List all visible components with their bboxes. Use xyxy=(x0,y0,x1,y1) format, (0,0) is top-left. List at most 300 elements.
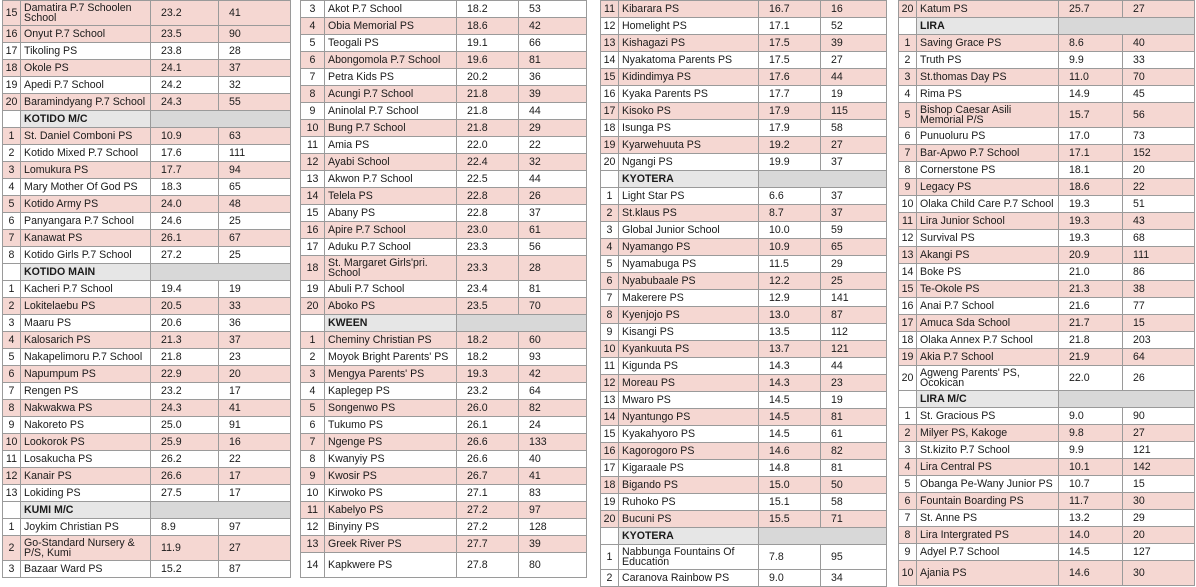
school-name-cell: Aboko PS xyxy=(325,298,457,315)
school-name-cell: Kyenjojo PS xyxy=(619,307,759,324)
school-name-cell: Olaka Child Care P.7 School xyxy=(917,196,1059,213)
score-cell: 10.9 xyxy=(151,128,219,145)
score-cell: 23.5 xyxy=(457,298,519,315)
school-name-cell: Bar-Apwo P.7 School xyxy=(917,145,1059,162)
school-row xyxy=(301,332,587,349)
score-cell: 21.8 xyxy=(1059,332,1123,349)
score-cell: 14.6 xyxy=(1059,561,1123,586)
rank-cell: 8 xyxy=(301,86,325,103)
school-row xyxy=(601,52,887,69)
school-row xyxy=(3,417,291,434)
rank-cell: 14 xyxy=(301,188,325,205)
rank-cell: 15 xyxy=(3,1,21,26)
school-name-cell: Apire P.7 School xyxy=(325,222,457,239)
count-cell: 121 xyxy=(821,341,887,358)
rank-cell: 4 xyxy=(899,86,917,103)
school-row xyxy=(899,442,1195,459)
rank-cell: 1 xyxy=(301,332,325,349)
count-cell: 20 xyxy=(1123,162,1195,179)
score-cell: 22.8 xyxy=(457,205,519,222)
rank-cell: 16 xyxy=(899,298,917,315)
district-header-row xyxy=(3,502,291,519)
school-row xyxy=(3,383,291,400)
school-name-cell: Ruhoko PS xyxy=(619,494,759,511)
score-cell: 26.6 xyxy=(151,468,219,485)
school-row xyxy=(301,103,587,120)
rank-cell: 6 xyxy=(601,273,619,290)
school-row xyxy=(899,281,1195,298)
header-spacer-cell xyxy=(3,502,21,519)
count-cell: 60 xyxy=(519,332,587,349)
school-name-cell: Kwanyiy PS xyxy=(325,451,457,468)
school-row xyxy=(601,188,887,205)
score-cell: 15.7 xyxy=(1059,103,1123,128)
score-cell: 14.5 xyxy=(759,409,821,426)
count-cell: 44 xyxy=(519,103,587,120)
school-name-cell: Global Junior School xyxy=(619,222,759,239)
rank-cell: 7 xyxy=(3,230,21,247)
score-cell: 23.0 xyxy=(457,222,519,239)
school-row xyxy=(3,434,291,451)
score-cell: 19.1 xyxy=(457,35,519,52)
score-cell: 18.2 xyxy=(457,349,519,366)
score-cell: 9.0 xyxy=(1059,408,1123,425)
count-cell: 86 xyxy=(1123,264,1195,281)
school-row xyxy=(3,162,291,179)
count-cell: 30 xyxy=(1123,493,1195,510)
count-cell: 34 xyxy=(821,570,887,587)
score-cell: 9.9 xyxy=(1059,52,1123,69)
count-cell: 111 xyxy=(1123,247,1195,264)
school-row xyxy=(601,137,887,154)
count-cell: 37 xyxy=(821,188,887,205)
school-name-cell: Kacheri P.7 School xyxy=(21,281,151,298)
school-row xyxy=(301,35,587,52)
rank-cell: 18 xyxy=(3,60,21,77)
count-cell: 55 xyxy=(219,94,291,111)
school-name-cell: Nyamango PS xyxy=(619,239,759,256)
school-name-cell: Kigunda PS xyxy=(619,358,759,375)
count-cell: 152 xyxy=(1123,145,1195,162)
score-cell: 22.9 xyxy=(151,366,219,383)
count-cell: 22 xyxy=(219,451,291,468)
school-row xyxy=(3,281,291,298)
score-cell: 14.8 xyxy=(759,460,821,477)
count-cell: 43 xyxy=(1123,213,1195,230)
school-row xyxy=(301,154,587,171)
score-cell: 17.9 xyxy=(759,120,821,137)
count-cell: 15 xyxy=(1123,476,1195,493)
score-cell: 20.9 xyxy=(1059,247,1123,264)
score-cell: 21.8 xyxy=(457,120,519,137)
school-row xyxy=(899,179,1195,196)
count-cell: 32 xyxy=(219,77,291,94)
rank-cell: 12 xyxy=(601,375,619,392)
school-row xyxy=(3,196,291,213)
school-name-cell: Kabelyo PS xyxy=(325,502,457,519)
district-header-row xyxy=(3,264,291,281)
count-cell: 45 xyxy=(1123,86,1195,103)
score-cell: 20.2 xyxy=(457,69,519,86)
school-row xyxy=(301,18,587,35)
rank-cell: 3 xyxy=(3,561,21,578)
school-row xyxy=(301,434,587,451)
school-row xyxy=(899,315,1195,332)
score-cell: 26.6 xyxy=(457,451,519,468)
score-cell: 13.5 xyxy=(759,324,821,341)
school-row xyxy=(3,485,291,502)
score-cell: 19.3 xyxy=(457,366,519,383)
score-cell: 13.7 xyxy=(759,341,821,358)
header-fill-cell xyxy=(151,111,291,128)
school-name-cell: Ngangi PS xyxy=(619,154,759,171)
school-row xyxy=(3,230,291,247)
count-cell: 59 xyxy=(821,222,887,239)
school-row xyxy=(899,408,1195,425)
school-name-cell: St. Daniel Comboni PS xyxy=(21,128,151,145)
score-cell: 20.5 xyxy=(151,298,219,315)
score-cell: 14.3 xyxy=(759,358,821,375)
count-cell: 93 xyxy=(519,349,587,366)
count-cell: 37 xyxy=(519,205,587,222)
count-cell: 28 xyxy=(219,43,291,60)
school-name-cell: St. Gracious PS xyxy=(917,408,1059,425)
school-row xyxy=(899,476,1195,493)
school-name-cell: Lookorok PS xyxy=(21,434,151,451)
school-row xyxy=(3,43,291,60)
school-name-cell: Mwaro PS xyxy=(619,392,759,409)
rank-cell: 4 xyxy=(3,179,21,196)
rank-cell: 17 xyxy=(899,315,917,332)
count-cell: 53 xyxy=(519,1,587,18)
count-cell: 67 xyxy=(219,230,291,247)
score-cell: 11.7 xyxy=(1059,493,1123,510)
school-name-cell: Moreau PS xyxy=(619,375,759,392)
count-cell: 80 xyxy=(519,553,587,578)
school-name-cell: St.klaus PS xyxy=(619,205,759,222)
school-row xyxy=(899,128,1195,145)
score-cell: 26.7 xyxy=(457,468,519,485)
school-name-cell: Kotido Army PS xyxy=(21,196,151,213)
school-name-cell: Nyakatoma Parents PS xyxy=(619,52,759,69)
rank-cell: 1 xyxy=(3,519,21,536)
score-cell: 23.5 xyxy=(151,26,219,43)
rank-cell: 3 xyxy=(301,366,325,383)
school-row xyxy=(601,307,887,324)
school-name-cell: Telela PS xyxy=(325,188,457,205)
count-cell: 41 xyxy=(219,1,291,26)
count-cell: 82 xyxy=(519,400,587,417)
rank-cell: 1 xyxy=(601,188,619,205)
count-cell: 52 xyxy=(821,18,887,35)
school-name-cell: Damatira P.7 Schoolen School xyxy=(21,1,151,26)
school-name-cell: Kisoko PS xyxy=(619,103,759,120)
rank-cell: 19 xyxy=(3,77,21,94)
school-name-cell: Kidindimya PS xyxy=(619,69,759,86)
rank-cell: 9 xyxy=(301,103,325,120)
school-row xyxy=(301,86,587,103)
school-row xyxy=(301,120,587,137)
count-cell: 65 xyxy=(219,179,291,196)
school-name-cell: Napumpum PS xyxy=(21,366,151,383)
score-cell: 11.5 xyxy=(759,256,821,273)
school-row xyxy=(301,171,587,188)
rank-cell: 8 xyxy=(3,400,21,417)
school-row xyxy=(3,26,291,43)
score-cell: 21.8 xyxy=(457,86,519,103)
rank-cell: 11 xyxy=(601,1,619,18)
rank-cell: 18 xyxy=(899,332,917,349)
rank-cell: 17 xyxy=(3,43,21,60)
score-cell: 14.6 xyxy=(759,443,821,460)
school-row xyxy=(301,298,587,315)
school-name-cell: Akot P.7 School xyxy=(325,1,457,18)
school-row xyxy=(899,35,1195,52)
count-cell: 30 xyxy=(1123,561,1195,586)
school-name-cell: Nyamabuga PS xyxy=(619,256,759,273)
school-row xyxy=(899,86,1195,103)
count-cell: 17 xyxy=(219,468,291,485)
school-row xyxy=(3,77,291,94)
rank-cell: 17 xyxy=(301,239,325,256)
school-name-cell: Songenwo PS xyxy=(325,400,457,417)
rank-cell: 4 xyxy=(301,383,325,400)
school-row xyxy=(301,281,587,298)
school-row xyxy=(301,205,587,222)
district-name: KYOTERA xyxy=(619,528,759,545)
rank-cell: 7 xyxy=(899,145,917,162)
school-name-cell: Milyer PS, Kakoge xyxy=(917,425,1059,442)
score-cell: 10.7 xyxy=(1059,476,1123,493)
school-name-cell: Nabbunga Fountains Of Education xyxy=(619,545,759,570)
school-name-cell: Kanawat PS xyxy=(21,230,151,247)
score-cell: 27.8 xyxy=(457,553,519,578)
school-row xyxy=(3,519,291,536)
school-name-cell: Abongomola P.7 School xyxy=(325,52,457,69)
school-row xyxy=(301,188,587,205)
count-cell: 44 xyxy=(821,69,887,86)
school-name-cell: Lomukura PS xyxy=(21,162,151,179)
district-name: KUMI M/C xyxy=(21,502,151,519)
rank-cell: 4 xyxy=(899,459,917,476)
score-cell: 18.2 xyxy=(457,332,519,349)
school-name-cell: Truth PS xyxy=(917,52,1059,69)
school-row xyxy=(301,256,587,281)
header-fill-cell xyxy=(1059,391,1195,408)
score-cell: 17.7 xyxy=(759,86,821,103)
school-name-cell: Ngenge PS xyxy=(325,434,457,451)
school-name-cell: Rima PS xyxy=(917,86,1059,103)
school-row xyxy=(601,35,887,52)
school-name-cell: Light Star PS xyxy=(619,188,759,205)
score-cell: 19.3 xyxy=(1059,213,1123,230)
score-cell: 27.1 xyxy=(457,485,519,502)
school-row xyxy=(899,145,1195,162)
school-name-cell: St.thomas Day PS xyxy=(917,69,1059,86)
header-spacer-cell xyxy=(3,264,21,281)
score-cell: 22.8 xyxy=(457,188,519,205)
score-cell: 26.1 xyxy=(457,417,519,434)
rank-cell: 16 xyxy=(601,443,619,460)
school-row xyxy=(601,511,887,528)
school-name-cell: Maaru PS xyxy=(21,315,151,332)
score-cell: 8.7 xyxy=(759,205,821,222)
school-name-cell: Ayabi School xyxy=(325,154,457,171)
score-cell: 22.4 xyxy=(457,154,519,171)
rank-cell: 14 xyxy=(601,409,619,426)
rank-cell: 18 xyxy=(601,477,619,494)
school-name-cell: Bigando PS xyxy=(619,477,759,494)
table-column-3 xyxy=(600,0,886,587)
school-name-cell: St. Margaret Girls'pri. School xyxy=(325,256,457,281)
rank-cell: 8 xyxy=(601,307,619,324)
score-cell: 21.0 xyxy=(1059,264,1123,281)
school-row xyxy=(301,1,587,18)
count-cell: 37 xyxy=(821,154,887,171)
score-cell: 26.0 xyxy=(457,400,519,417)
rank-cell: 1 xyxy=(601,545,619,570)
school-name-cell: Legacy PS xyxy=(917,179,1059,196)
count-cell: 95 xyxy=(821,545,887,570)
score-cell: 19.3 xyxy=(1059,196,1123,213)
school-name-cell: Aduku P.7 School xyxy=(325,239,457,256)
school-name-cell: Isunga PS xyxy=(619,120,759,137)
school-row xyxy=(301,502,587,519)
rank-cell: 13 xyxy=(301,536,325,553)
score-cell: 22.0 xyxy=(457,137,519,154)
count-cell: 27 xyxy=(219,536,291,561)
school-name-cell: Bucuni PS xyxy=(619,511,759,528)
district-header-row xyxy=(899,18,1195,35)
school-row xyxy=(899,69,1195,86)
score-cell: 20.6 xyxy=(151,315,219,332)
count-cell: 61 xyxy=(821,426,887,443)
school-row xyxy=(301,383,587,400)
rank-cell: 14 xyxy=(899,264,917,281)
school-name-cell: Petra Kids PS xyxy=(325,69,457,86)
school-name-cell: Fountain Boarding PS xyxy=(917,493,1059,510)
school-name-cell: Kirwoko PS xyxy=(325,485,457,502)
score-cell: 17.1 xyxy=(1059,145,1123,162)
school-name-cell: Losakucha PS xyxy=(21,451,151,468)
rank-cell: 9 xyxy=(899,179,917,196)
score-cell: 18.2 xyxy=(457,1,519,18)
score-cell: 27.2 xyxy=(457,502,519,519)
school-name-cell: Nakapelimoru P.7 School xyxy=(21,349,151,366)
rank-cell: 3 xyxy=(3,162,21,179)
count-cell: 73 xyxy=(1123,128,1195,145)
score-cell: 21.7 xyxy=(1059,315,1123,332)
school-name-cell: Kanair PS xyxy=(21,468,151,485)
count-cell: 26 xyxy=(519,188,587,205)
score-cell: 23.3 xyxy=(457,256,519,281)
school-name-cell: Cornerstone PS xyxy=(917,162,1059,179)
school-name-cell: Kyakahyoro PS xyxy=(619,426,759,443)
rank-cell: 6 xyxy=(3,213,21,230)
score-cell: 9.8 xyxy=(1059,425,1123,442)
score-cell: 11.0 xyxy=(1059,69,1123,86)
count-cell: 82 xyxy=(821,443,887,460)
school-row xyxy=(3,128,291,145)
rank-cell: 16 xyxy=(3,26,21,43)
rank-cell: 20 xyxy=(301,298,325,315)
score-cell: 21.3 xyxy=(1059,281,1123,298)
rank-cell: 3 xyxy=(3,315,21,332)
rank-cell: 20 xyxy=(601,511,619,528)
rank-cell: 9 xyxy=(3,417,21,434)
rank-cell: 16 xyxy=(601,86,619,103)
rank-cell: 12 xyxy=(601,18,619,35)
score-cell: 13.2 xyxy=(1059,510,1123,527)
school-row xyxy=(601,18,887,35)
rank-cell: 10 xyxy=(301,120,325,137)
school-row xyxy=(601,120,887,137)
rank-cell: 2 xyxy=(601,205,619,222)
rank-cell: 5 xyxy=(3,196,21,213)
table-column-4 xyxy=(898,0,1194,586)
score-cell: 13.0 xyxy=(759,307,821,324)
count-cell: 32 xyxy=(519,154,587,171)
score-cell: 26.6 xyxy=(457,434,519,451)
score-cell: 17.0 xyxy=(1059,128,1123,145)
count-cell: 63 xyxy=(219,128,291,145)
rank-cell: 5 xyxy=(301,35,325,52)
rank-cell: 8 xyxy=(301,451,325,468)
score-cell: 8.6 xyxy=(1059,35,1123,52)
rank-cell: 1 xyxy=(899,408,917,425)
school-name-cell: Survival PS xyxy=(917,230,1059,247)
rank-cell: 1 xyxy=(3,128,21,145)
count-cell: 115 xyxy=(821,103,887,120)
school-row xyxy=(899,510,1195,527)
rank-cell: 2 xyxy=(899,425,917,442)
rank-cell: 11 xyxy=(601,358,619,375)
rank-cell: 12 xyxy=(301,154,325,171)
school-name-cell: Kalosarich PS xyxy=(21,332,151,349)
school-row xyxy=(3,366,291,383)
count-cell: 42 xyxy=(519,18,587,35)
count-cell: 22 xyxy=(1123,179,1195,196)
score-cell: 26.1 xyxy=(151,230,219,247)
rank-cell: 19 xyxy=(601,494,619,511)
rank-cell: 9 xyxy=(301,468,325,485)
score-cell: 6.6 xyxy=(759,188,821,205)
school-name-cell: Abany PS xyxy=(325,205,457,222)
count-cell: 68 xyxy=(1123,230,1195,247)
table-column-1 xyxy=(2,0,290,578)
count-cell: 127 xyxy=(1123,544,1195,561)
header-spacer-cell xyxy=(3,111,21,128)
score-cell: 21.6 xyxy=(1059,298,1123,315)
score-cell: 14.5 xyxy=(759,392,821,409)
count-cell: 16 xyxy=(821,1,887,18)
school-row xyxy=(3,145,291,162)
count-cell: 39 xyxy=(519,86,587,103)
score-cell: 9.0 xyxy=(759,570,821,587)
school-name-cell: Bung P.7 School xyxy=(325,120,457,137)
rank-cell: 13 xyxy=(3,485,21,502)
count-cell: 87 xyxy=(219,561,291,578)
count-cell: 36 xyxy=(519,69,587,86)
rank-cell: 12 xyxy=(899,230,917,247)
district-header-row xyxy=(899,391,1195,408)
count-cell: 19 xyxy=(219,281,291,298)
count-cell: 29 xyxy=(519,120,587,137)
rank-cell: 10 xyxy=(899,561,917,586)
rank-cell: 9 xyxy=(601,324,619,341)
count-cell: 44 xyxy=(821,358,887,375)
rank-cell: 8 xyxy=(3,247,21,264)
